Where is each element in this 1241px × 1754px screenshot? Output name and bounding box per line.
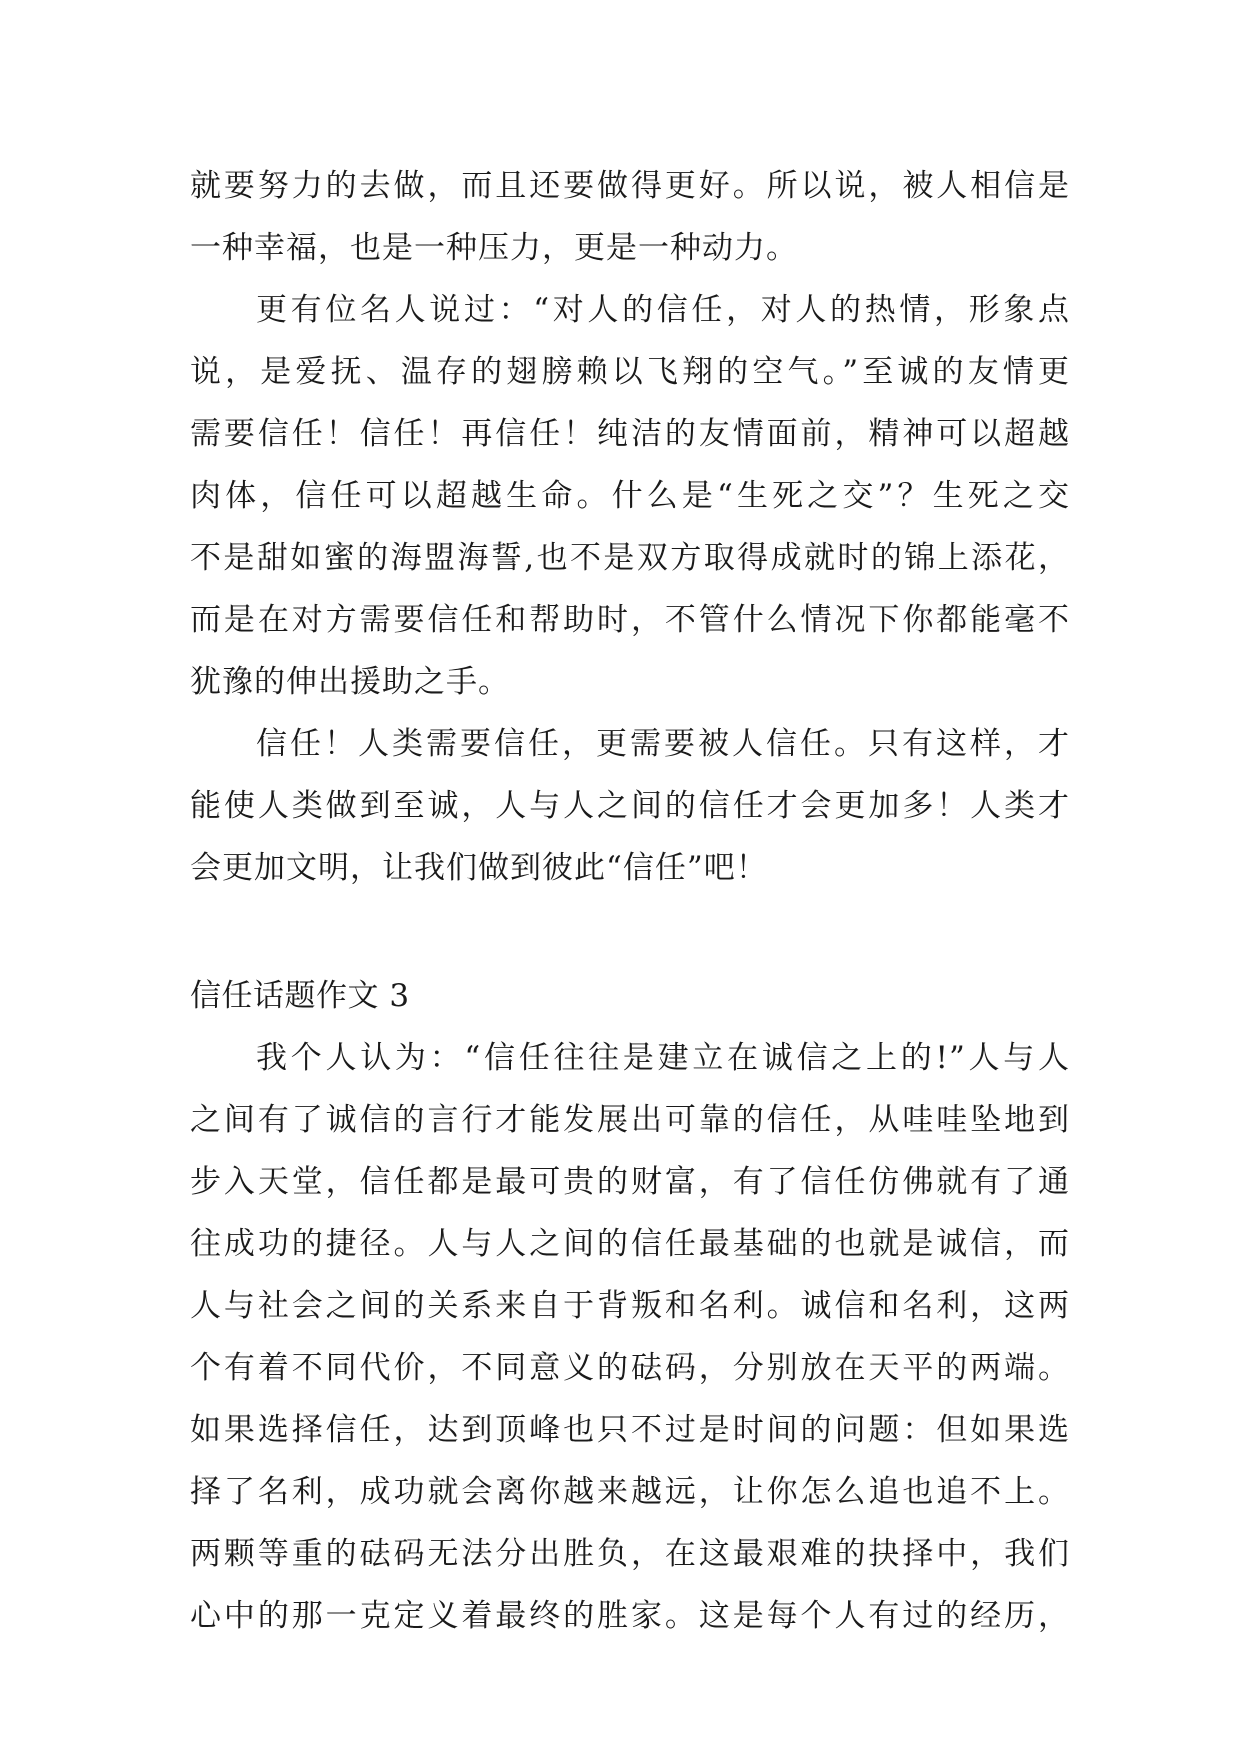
text-line: 说，是爱抚、温存的翅膀赖以飞翔的空气。”至诚的友情更 [190,354,1070,390]
text-line: 往成功的捷径。人与人之间的信任最基础的也就是诚信，而 [190,1226,1070,1262]
text-line: 如果选择信任，达到顶峰也只不过是时间的问题：但如果选 [190,1412,1070,1448]
text-line: 信任！人类需要信任，更需要被人信任。只有这样，才 [256,726,1070,762]
text-line: 两颗等重的砝码无法分出胜负，在这最艰难的抉择中，我们 [190,1536,1070,1572]
section-gap [190,899,1070,965]
text-line: 更有位名人说过：“对人的信任，对人的热情，形象点 [256,292,1070,328]
text-line: 不是甜如蜜的海盟海誓,也不是双方取得成就时的锦上添花， [190,540,1070,576]
text-line: 一种幸福，也是一种压力，更是一种动力。 [190,230,798,266]
text-line: 就要努力的去做，而且还要做得更好。所以说，被人相信是 [190,168,1070,204]
text-line: 犹豫的伸出援助之手。 [190,664,510,700]
text-line: 步入天堂，信任都是最可贵的财富，有了信任仿佛就有了通 [190,1164,1070,1200]
text-line: 我个人认为：“信任往往是建立在诚信之上的!”人与人 [256,1040,1070,1076]
text-line: 而是在对方需要信任和帮助时，不管什么情况下你都能毫不 [190,602,1070,638]
text-line: 能使人类做到至诚，人与人之间的信任才会更加多！人类才 [190,788,1070,824]
text-line: 会更加文明，让我们做到彼此“信任”吧！ [190,850,768,886]
section-heading: 信任话题作文 3 [190,978,410,1014]
text-line: 需要信任！信任！再信任！纯洁的友情面前，精神可以超越 [190,416,1070,452]
text-line: 肉体，信任可以超越生命。什么是“生死之交”？生死之交 [190,478,1070,514]
text-line: 人与社会之间的关系来自于背叛和名利。诚信和名利，这两 [190,1288,1070,1324]
text-line: 个有着不同代价，不同意义的砝码，分别放在天平的两端。 [190,1350,1070,1386]
text-line: 心中的那一克定义着最终的胜家。这是每个人有过的经历， [190,1598,1070,1634]
essay-text [190,155,1070,1647]
text-line: 择了名利，成功就会离你越来越远，让你怎么追也追不上。 [190,1474,1070,1510]
text-line: 之间有了诚信的言行才能发展出可靠的信任，从哇哇坠地到 [190,1102,1070,1138]
